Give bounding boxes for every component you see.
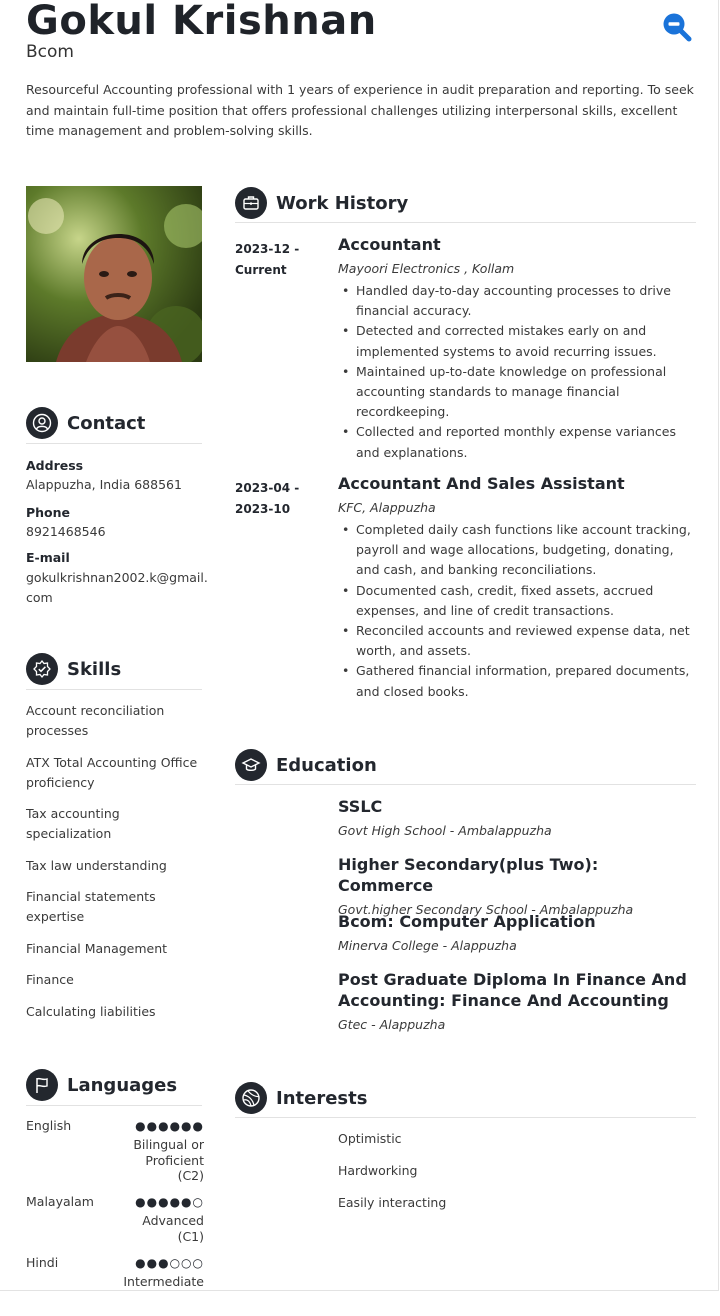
language-rating-dots: ●●●●●● xyxy=(135,1119,204,1133)
languages-heading xyxy=(26,1069,177,1101)
skill-item: Tax accounting specialization xyxy=(26,806,120,841)
job-bullet: • Documented cash, credit, fixed assets, accrued expenses, and line of credit transactions. xyxy=(338,581,698,621)
skill-item: Finance xyxy=(26,972,74,987)
language-rating-dots: ●●●●●○ xyxy=(135,1195,204,1209)
job-bullet: • Completed daily cash functions like account tracking, payroll and wage allocations, budgeting, donating, and cash, and banking reconciliations. xyxy=(338,520,698,581)
job-dates: 2023-12 - Current xyxy=(235,242,300,277)
skills-list xyxy=(26,701,206,1033)
skills-title: Skills xyxy=(67,658,122,680)
language-level: Bilingual or Proficient (C2) xyxy=(133,1137,204,1183)
job-bullets xyxy=(338,520,698,702)
contact-title: Contact xyxy=(67,412,146,434)
interest-item: Easily interacting xyxy=(338,1195,447,1210)
job-dates: 2023-04 - 2023-10 xyxy=(235,481,300,516)
job-company: KFC, Alappuzha xyxy=(338,500,436,515)
education-entry xyxy=(338,796,698,838)
education-title: Education xyxy=(276,754,377,776)
phone-label: Phone xyxy=(26,505,71,520)
languages-title: Languages xyxy=(67,1074,178,1096)
job-bullets xyxy=(338,281,698,463)
interests-heading xyxy=(235,1082,367,1114)
person-icon xyxy=(26,407,58,439)
education-heading xyxy=(235,749,377,781)
job-title: Accountant And Sales Assistant xyxy=(338,474,625,493)
school-name: Minerva College - Alappuzha xyxy=(338,938,517,953)
school-name: Govt.higher Secondary School - Ambalappuzha xyxy=(338,902,634,917)
job-entry xyxy=(235,235,697,465)
interest-item: Hardworking xyxy=(338,1163,418,1178)
skills-badge-icon xyxy=(26,653,58,685)
divider xyxy=(235,222,696,223)
language-row xyxy=(26,1255,206,1289)
divider xyxy=(26,1105,202,1106)
job-bullet: • Handled day-to-day accounting processes to drive financial accuracy. xyxy=(338,281,698,321)
language-row xyxy=(26,1194,206,1244)
briefcase-icon xyxy=(235,187,267,219)
skill-item: ATX Total Accounting Office proficiency xyxy=(26,754,198,790)
skill-item: Financial statements expertise xyxy=(26,889,156,924)
divider xyxy=(235,784,696,785)
candidate-title: Bcom xyxy=(26,42,74,62)
address-label: Address xyxy=(26,458,84,473)
language-name: English xyxy=(26,1118,72,1133)
graduation-cap-icon xyxy=(235,749,267,781)
job-title: Accountant xyxy=(338,235,441,254)
work-history-title: Work History xyxy=(276,192,409,214)
job-bullet: • Detected and corrected mistakes early on and implemented systems to avoid recurring issues. xyxy=(338,321,698,361)
job-company: Mayoori Electronics , Kollam xyxy=(338,261,515,276)
email-line-1: gokulkrishnan2002.k@gmail. xyxy=(26,570,208,585)
phone-value: 8921468546 xyxy=(26,524,106,539)
degree-title: Bcom: Computer Application xyxy=(338,912,596,931)
interests-list xyxy=(338,1129,446,1225)
job-entry xyxy=(235,474,697,704)
education-entry xyxy=(338,969,698,1032)
contact-heading xyxy=(26,407,145,439)
language-name: Malayalam xyxy=(26,1194,94,1209)
address-value: Alappuzha, India 688561 xyxy=(26,477,182,492)
zoom-out-button[interactable] xyxy=(660,10,694,44)
divider xyxy=(235,1117,696,1118)
interests-title: Interests xyxy=(276,1087,368,1109)
language-rating-dots: ●●●○○○ xyxy=(135,1256,204,1270)
school-name: Govt High School - Ambalappuzha xyxy=(338,823,552,838)
profile-photo xyxy=(26,186,202,362)
education-entry xyxy=(338,854,698,917)
skills-heading xyxy=(26,653,121,685)
interest-item: Optimistic xyxy=(338,1131,402,1146)
degree-title: Post Graduate Diploma In Finance And Accounting: Finance And Accounting xyxy=(338,970,687,1010)
skill-item: Calculating liabilities xyxy=(26,1003,156,1019)
zoom-out-icon xyxy=(660,10,694,44)
skill-item: Tax law understanding xyxy=(26,857,167,873)
work-history-heading xyxy=(235,187,408,219)
candidate-name: Gokul Krishnan xyxy=(26,0,377,44)
job-bullet: • Collected and reported monthly expense variances and explanations. xyxy=(338,422,698,462)
email-label: E-mail xyxy=(26,550,70,565)
skill-item: Account reconciliation processes xyxy=(26,703,165,738)
job-bullet: • Gathered financial information, prepared documents, and closed books. xyxy=(338,661,698,701)
professional-summary: Resourceful Accounting professional with 1 years of experience in audit preparation and reporting. To seek and maintain full-time position that offers professional challenges utilizing interpersonal skills, excellent time management and problem-solving skills. xyxy=(26,82,694,138)
basketball-icon xyxy=(235,1082,267,1114)
divider xyxy=(26,689,202,690)
job-bullet: • Maintained up-to-date knowledge on professional accounting standards to manage financial recordkeeping. xyxy=(338,362,698,423)
language-row xyxy=(26,1118,206,1183)
email-line-2: com xyxy=(26,590,53,605)
school-name: Gtec - Alappuzha xyxy=(338,1017,446,1032)
email-value[interactable] xyxy=(26,568,208,608)
divider xyxy=(26,443,202,444)
language-level: Intermediate xyxy=(123,1274,204,1289)
education-entry xyxy=(338,911,698,953)
degree-title: Higher Secondary(plus Two): Commerce xyxy=(338,855,599,895)
skill-item: Financial Management xyxy=(26,940,168,956)
flag-icon xyxy=(26,1069,58,1101)
job-bullet: • Reconciled accounts and reviewed expense data, net worth, and assets. xyxy=(338,621,698,661)
language-level: Advanced (C1) xyxy=(142,1213,204,1244)
language-name: Hindi xyxy=(26,1255,59,1270)
degree-title: SSLC xyxy=(338,797,383,816)
